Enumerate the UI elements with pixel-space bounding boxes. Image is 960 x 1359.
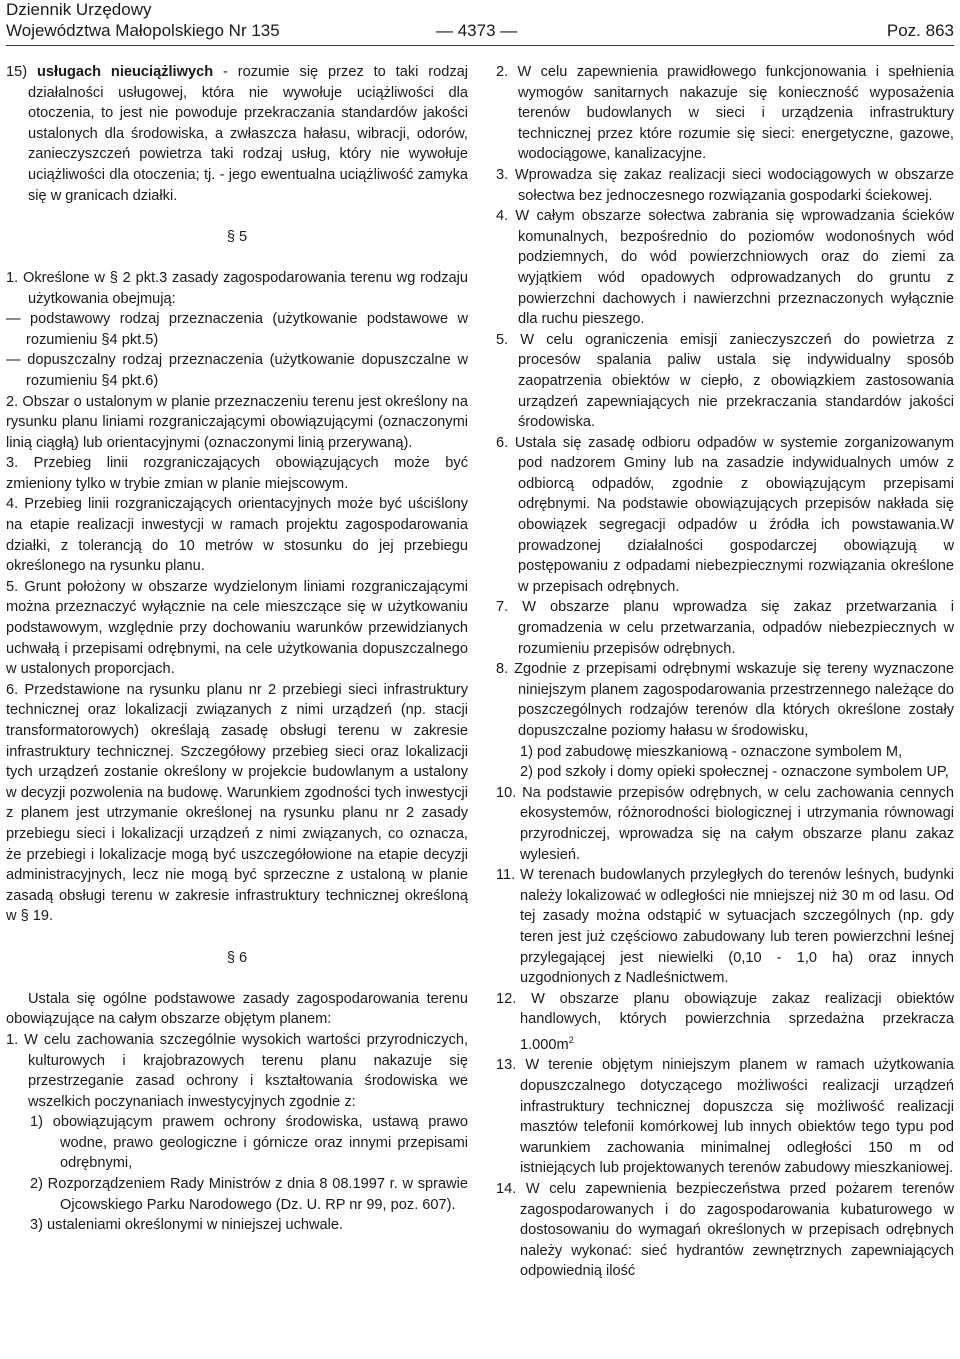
journal-title: Dziennik Urzędowy <box>6 0 152 19</box>
header-rule <box>6 45 954 46</box>
section-6-item-14: 14. W celu zapewnienia bezpieczeństwa przed pożarem terenów zagospodarowanych i do zagospodarowania kubaturowego w dostosowaniu do wymagań określonych w przepisach odrębnych należy wykonać: sieć hydrantów zewnętrznych zapewniających odpowiednią ilość <box>496 1180 954 1280</box>
section-5-item-5: 5. Grunt położony w obszarze wydzielonym liniami rozgraniczającymi można przeznaczyć wyłącznie na cele mieszczące się w użytkowaniu podstawowym, względnie przy dochowaniu warunków przewidzianych uchwałą i przepisami odrębnymi, na cele użytkowania dopuszczalnego w ustalonych proporcjach. <box>6 578 468 678</box>
definition-number: 15) <box>6 64 37 80</box>
right-column <box>496 62 954 1282</box>
section-6-item-2: 2. W celu zapewnienia prawidłowego funkcjonowania i spełnienia wymogów sanitarnych nakazuje się konieczność wyposażenia terenów budowlanych w sieci i urządzenia infrastruktury technicznej przez które rozumie się sieci: energetyczne, gazowe, wodociągowe, kanalizacyjne. <box>496 64 954 163</box>
section-5-item-4: 4. Przebieg linii rozgraniczających orientacyjnych może być uściślony na etapie realizacji inwestycji w ramach projektu zagospodarowania działki, z tolerancją do 10 metrów w stosunku do jej przebiegu określonego na rysunku planu. <box>6 496 468 575</box>
journal-region: Województwa Małopolskiego Nr 135 <box>6 21 280 40</box>
position-number: Poz. 863 <box>886 21 954 40</box>
section-6-item-1-2: 2) Rozporządzeniem Rady Ministrów z dnia 8 08.1997 r. w sprawie Ojcowskiego Parku Narodowego (Dz. U. RP nr 99, poz. 607). <box>30 1176 468 1213</box>
item-12-text: 12. W obszarze planu obowiązuje zakaz realizacji obiektów handlowych, których powierzchnia sprzedażna przekracza 1.000m <box>496 990 954 1053</box>
item-12-superscript: 2 <box>568 1034 574 1045</box>
section-6-item-3: 3. Wprowadza się zakaz realizacji sieci wodociągowych w obszarze sołectwa bez jednoczesnego rozwiązania gospodarki ściekowej. <box>496 166 954 204</box>
section-6-item-10: 10. Na podstawie przepisów odrębnych, w celu zachowania cennych ekosystemów, różnorodności biologicznej i utrzymania równowagi przyrodniczej, wprowadza się na całym obszarze planu zakaz wylesień. <box>496 784 954 863</box>
section-5-heading: § 5 <box>226 228 248 245</box>
section-6-item-12 <box>496 989 954 1056</box>
section-6-item-8-2: 2) pod szkoły i domy opieki społecznej - oznaczone symbolem UP, <box>520 764 949 781</box>
section-6-item-4: 4. W całym obszarze sołectwa zabrania się wprowadzania ścieków komunalnych, bezpośrednio do poziomów wodonośnych wód podziemnych, do wód powierzchniowych oraz do ziemi za wyjątkiem wód opadowych odprowadzanych do gruntu z powierzchni dachowych i nawierzchni przeznaczonych wyłącznie dla ruchu pieszego. <box>496 208 954 328</box>
section-6-item-1: 1. W celu zachowania szczególnie wysokich wartości przyrodniczych, kulturowych i krajobrazowych terenu planu nakazuje się przestrzeganie zasad ochrony i kształtowania środowiska we wszelkich poczynaniach inwestycyjnych zgodnie z: <box>6 1031 468 1110</box>
section-6-intro: Ustala się ogólne podstawowe zasady zagospodarowania terenu obowiązujące na całym obszarze objętym planem: <box>6 990 468 1028</box>
page-header <box>6 0 954 48</box>
page-number: — 4373 — <box>436 21 518 40</box>
section-6-item-8-1: 1) pod zabudowę mieszkaniową - oznaczone symbolem M, <box>520 743 903 760</box>
section-6-item-5: 5. W celu ograniczenia emisji zanieczyszczeń do powietrza z procesów spalania paliw ustala się indywidualny sposób zaopatrzenia obiektów w ciepło, z obowiązkiem zastosowania urządzeń zapewniających nie przekraczania standardów jakości środowiska. <box>496 331 954 431</box>
left-column <box>6 62 468 1236</box>
section-5-item-3: 3. Przebieg linii rozgraniczających obowiązujących może być zmieniony tylko w trybie zmian w planie miejscowym. <box>6 455 468 492</box>
section-5-item-1: 1. Określone w § 2 pkt.3 zasady zagospodarowania terenu wg rodzaju użytkowania obejmują: <box>6 269 468 307</box>
definition-term: usługach nieuciążliwych <box>36 64 214 80</box>
section-6-item-1-3: 3) ustaleniami określonymi w niniejszej uchwale. <box>30 1217 344 1234</box>
section-5-item-6: 6. Przedstawione na rysunku planu nr 2 przebiegi sieci infrastruktury technicznej oraz lokalizacji związanych z nimi urządzeń (np. stacji transformatorowych) określają zasadę obsługi terenu w zakresie infrastruktury technicznej. Szczegółowy przebieg sieci oraz lokalizacji tych urządzeń zostanie określony w projekcie budowlanym a ustalony w decyzji pozwolenia na budowę. Warunkiem zgodności tych inwestycji z planem jest utrzymanie określonej na rysunku planu nr 2 zasady przebiegu sieci i lokalizacji urządzeń z nimi związanych, co oznacza, że przebiegi i lokalizacje mogą być uszczegółowione na etapie decyzji administracyjnych, lecz nie mogą być sprzeczne z ustaloną w planie zasadą obsługi terenu w zakresie infrastruktury technicznej określoną w § 19. <box>6 681 468 925</box>
section-6-item-7: 7. W obszarze planu wprowadza się zakaz przetwarzania i gromadzenia w celu przetwarzania, odpadów niebezpiecznych w rozumieniu przepisów odrębnych. <box>496 599 954 657</box>
section-6-item-8: 8. Zgodnie z przepisami odrębnymi wskazuje się tereny wyznaczone niniejszym planem zagospodarowania przestrzennego należące do poszczególnych rodzajów terenów dla których określone zostały dopuszczalne poziomy hałasu w środowisku, <box>496 661 954 739</box>
section-5-item-2: 2. Obszar o ustalonym w planie przeznaczeniu terenu jest określony na rysunku planu liniami rozgraniczającymi obowiązującymi (oznaczonymi linią ciągłą) lub orientacyjnymi (oznaczonymi linią przerywaną). <box>6 393 468 451</box>
section-5-item-1a: — podstawowy rodzaj przeznaczenia (użytkowanie podstawowe w rozumieniu §4 pkt.5) <box>6 311 468 348</box>
section-6-item-6: 6. Ustala się zasadę odbioru odpadów w systemie zorganizowanym pod nadzorem Gminy lub na zasadzie indywidualnych umów z odbiorcą odpadów, zgodnie z obowiązującym przepisami odrębnymi. Na podstawie obowiązujących przepisów nakłada się obowiązek segregacji odpadów u źródła ich powstawania.W prowadzonej działalności gospodarczej obowiązują w postępowaniu z odpadami niebezpiecznymi rozwiązania określone w przepisach odrębnych. <box>496 434 954 595</box>
section-5-item-1b: — dopuszczalny rodzaj przeznaczenia (użytkowanie dopuszczalne w rozumieniu §4 pkt.6) <box>6 352 468 389</box>
definition-15 <box>6 62 468 206</box>
section-6-item-11: 11. W terenach budowlanych przyległych do terenów leśnych, budynki należy lokalizować w odległości nie mniejszej niż 30 m od lasu. Od tej zasady można odstąpić w sytuacjach szczególnych (np. gdy teren jest już częściowo zabudowany lub teren powierzchni leśnej przylegającej jest niewielki (0,10 - 1,0 ha) oraz innych uzgodnionych z Nadleśnictwem. <box>496 867 954 987</box>
section-6-heading: § 6 <box>226 949 248 966</box>
section-6-item-1-1: 1) obowiązującym prawem ochrony środowiska, ustawą prawo wodne, prawo geologiczne i górnicze oraz innymi przepisami odrębnymi, <box>30 1114 468 1172</box>
section-6-item-13: 13. W terenie objętym niniejszym planem w ramach użytkowania dopuszczalnego dotyczącego możliwości realizacji urządzeń infrastruktury technicznej dopuszcza się możliwość realizacji masztów telefonii komórkowej lub innych obiektów tego typu pod warunkiem zachowania minimalnej odległości 150 m od istniejących lub projektowanych terenów zabudowy mieszkaniowej. <box>496 1057 954 1177</box>
definition-text: - rozumie się przez to taki rodzaj działalności usługowej, która nie wywołuje uciążliwości dla otoczenia, to jest nie powoduje przekraczania standardów jakości ustalonych dla środowiska, a zwłaszcza hałasu, wibracji, odorów, zanieczyszczeń powietrza taki rodzaj usług, który nie wywołuje uciążliwości dla otoczenia; tj. - jego ewentualna uciążliwość zamyka się w granicach działki. <box>28 64 469 204</box>
